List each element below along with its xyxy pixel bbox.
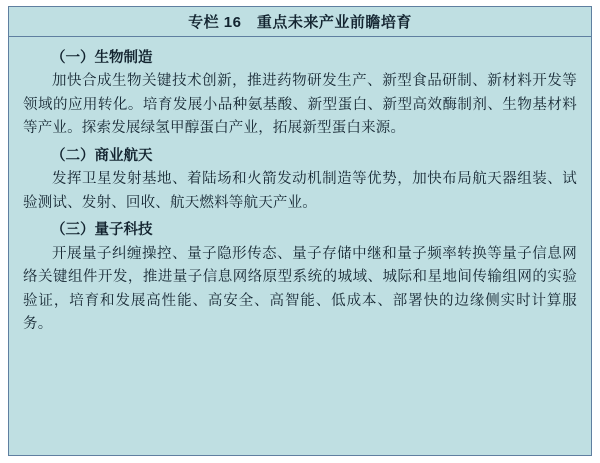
section-heading-2: （二）商业航天 [51, 147, 153, 164]
section-body-1: 加快合成生物关键技术创新，推进药物研发生产、新型食品研制、新材料开发等领域的应用转化。培育发展小品种氨基酸、新型蛋白、新型高效酶制剂、生物基材料等产业。探索发展绿氢甲醇蛋白产业，拓展新型蛋白来源。 [23, 73, 577, 137]
section-heading-3: （三）量子科技 [51, 222, 153, 239]
feature-box [8, 6, 592, 456]
page-title: 专栏 16 重点未来产业前瞻培育 [188, 14, 412, 31]
feature-box-content [9, 37, 591, 337]
feature-box-title-bar [9, 7, 591, 37]
section-body-3: 开展量子纠缠操控、量子隐形传态、量子存储中继和量子频率转换等量子信息网络关键组件开发，推进量子信息网络原型系统的城域、城际和星地间传输组网的实验验证，培育和发展高性能、高安全、高智能、低成本、部署快的边缘侧实时计算服务。 [23, 245, 577, 333]
section-heading-1: （一）生物制造 [51, 50, 153, 66]
section-body-2: 发挥卫星发射基地、着陆场和火箭发动机制造等优势，加快布局航天器组装、试验测试、发射、回收、航天燃料等航天产业。 [23, 171, 577, 211]
